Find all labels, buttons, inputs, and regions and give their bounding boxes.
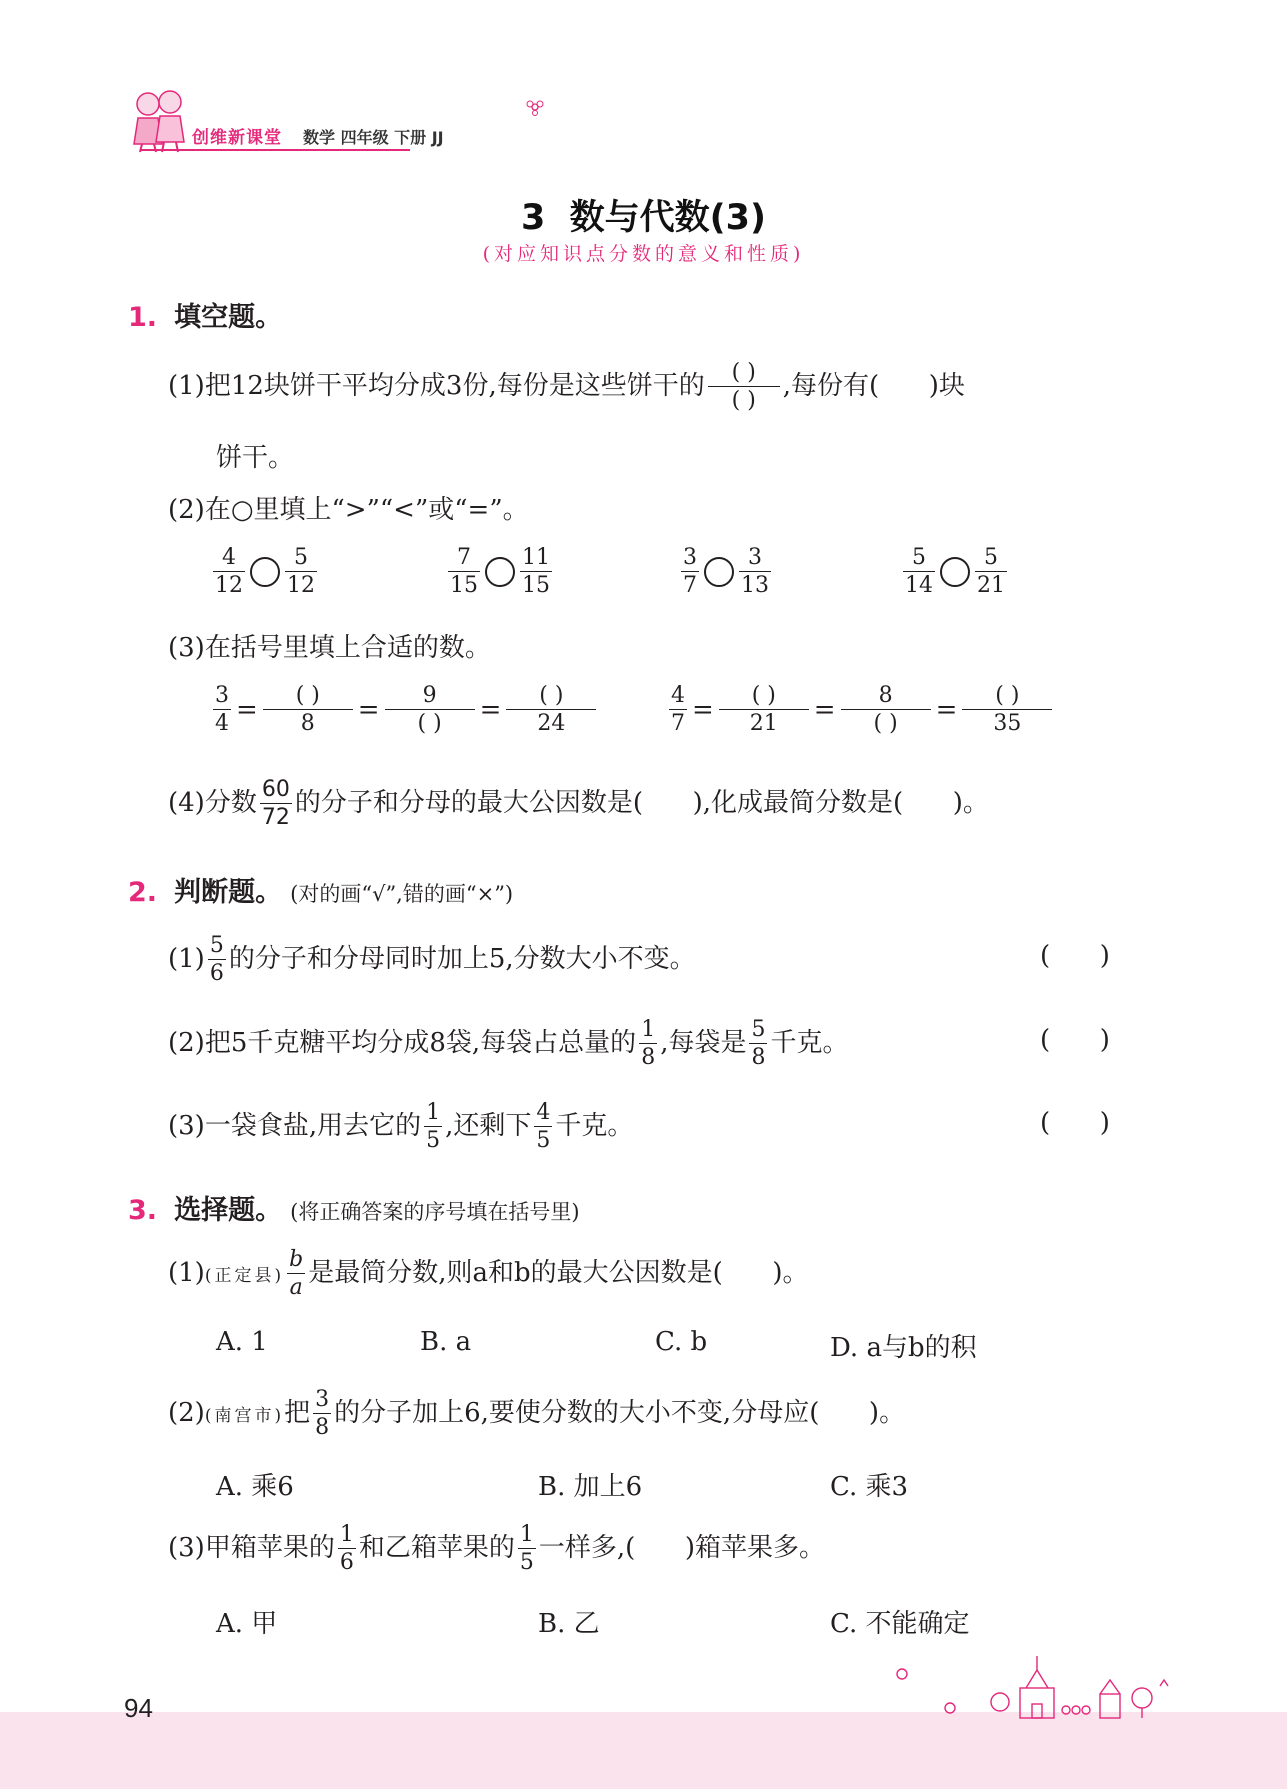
fraction: $\frac{5}{21}$ (977, 545, 1005, 599)
equation-1: $\frac{3}{4}$ = $\frac{( )}{8}$ = $\frac{9}{( )}$ = $\frac{( )}{24}$ (210, 683, 599, 737)
section-title: 选择题。 (174, 1195, 283, 1226)
fraction: $\frac{1}{8}$ (641, 1017, 656, 1071)
page-number: 94 (124, 1693, 153, 1723)
answer-fraction-blank[interactable]: $\frac{( )}{35}$ (962, 683, 1052, 737)
option-c[interactable]: C. 不能确定 (830, 1609, 970, 1639)
fraction: $\frac{60}{72}$ (261, 777, 290, 831)
answer-fraction-blank[interactable]: $\frac{( )}{8}$ (263, 683, 353, 737)
judge-item-2: (2)把5千克糖平均分成8袋,每袋占总量的 $\frac{1}{8}$ ,每袋是 $\frac{5}{8}$ 千克。 (168, 1017, 849, 1071)
fraction: $\frac{5}{6}$ (209, 933, 224, 987)
option-a[interactable]: A. 1 (216, 1327, 268, 1357)
question-1-2: (2)在○里填上“>”“<”或“=”。 (168, 495, 529, 525)
answer-fraction-blank[interactable]: $\frac{( )}{24}$ (506, 683, 596, 737)
question-1-4: (4)分数 $\frac{60}{72}$ 的分子和分母的最大公因数是( ),化成最简分数是( )。 (168, 777, 989, 831)
equation-2: $\frac{4}{7}$ = $\frac{( )}{21}$ = $\frac{8}{( )}$ = $\frac{( )}{35}$ (666, 683, 1055, 737)
compare-pair (210, 545, 320, 599)
section-title: 填空题。 (174, 302, 283, 333)
castle-decoration-icon (880, 1650, 1180, 1720)
question-text: ,每份有( )块 (782, 370, 965, 401)
option-b[interactable]: B. a (420, 1327, 472, 1357)
option-b[interactable]: B. 乙 (538, 1609, 600, 1639)
header-brand: 创维新课堂 (192, 128, 282, 148)
compare-pair (445, 545, 555, 599)
option-d[interactable]: D. a与b的积 (830, 1333, 977, 1363)
judge-item-1: (1) $\frac{5}{6}$ 的分子和分母同时加上5,分数大小不变。 (168, 933, 696, 987)
fraction: $\frac{3}{13}$ (741, 545, 769, 599)
section-3-heading (128, 1188, 580, 1227)
choice-question-2: (2)(南宫市)把 $\frac{3}{8}$ 的分子加上6,要使分数的大小不变,分母应( )。 (168, 1387, 906, 1441)
fraction: $\frac{4}{7}$ (671, 683, 685, 737)
flower-icon (525, 98, 545, 116)
fraction: $\frac{5}{12}$ (287, 545, 315, 599)
fraction: $\frac{5}{8}$ (751, 1017, 766, 1071)
fraction: $\frac{3}{8}$ (315, 1387, 330, 1441)
option-c[interactable]: C. b (655, 1327, 708, 1357)
answer-fraction-blank[interactable]: $\frac{( )}{( )}$ (708, 360, 780, 414)
compare-circle[interactable] (940, 557, 970, 587)
fraction: $\frac{7}{15}$ (450, 545, 478, 599)
compare-circle[interactable] (485, 557, 515, 587)
region-tag: (正定县) (204, 1265, 285, 1286)
section-2-heading (128, 870, 513, 909)
section-number: 2. (128, 877, 158, 908)
section-number: 1. (128, 302, 158, 333)
choice-question-1: (1)(正定县) $\frac{b}{a}$ 是最简分数,则a和b的最大公因数是( )。 (168, 1247, 809, 1301)
judge-answer-blank[interactable]: ( ) (1040, 1108, 1110, 1138)
cartoon-girls-illustration (128, 88, 190, 154)
option-a[interactable]: A. 甲 (216, 1609, 278, 1639)
judge-answer-blank[interactable]: ( ) (1040, 941, 1110, 971)
header-meta: 数学 四年级 下册 JJ (303, 128, 444, 147)
compare-circle[interactable] (250, 557, 280, 587)
region-tag: (南宫市) (204, 1405, 285, 1426)
option-a[interactable]: A. 乘6 (216, 1472, 294, 1502)
fraction: $\frac{11}{15}$ (522, 545, 550, 599)
header-divider (140, 149, 410, 151)
fraction: $\frac{3}{4}$ (215, 683, 229, 737)
section-title: 判断题。 (174, 877, 283, 908)
question-1-1-continued: 饼干。 (216, 443, 295, 473)
option-b[interactable]: B. 加上6 (538, 1472, 643, 1502)
judge-item-3: (3)一袋食盐,用去它的 $\frac{1}{5}$ ,还剩下 $\frac{4}{5}$ 千克。 (168, 1100, 634, 1154)
fraction: $\frac{4}{12}$ (215, 545, 243, 599)
fraction: $\frac{b}{a}$ (289, 1247, 304, 1301)
compare-pair (678, 545, 774, 599)
fraction: $\frac{3}{7}$ (683, 545, 697, 599)
answer-fraction-blank[interactable]: $\frac{9}{( )}$ (385, 683, 475, 737)
fraction: $\frac{5}{14}$ (905, 545, 933, 599)
answer-fraction-blank[interactable]: $\frac{( )}{21}$ (719, 683, 809, 737)
option-c[interactable]: C. 乘3 (830, 1472, 909, 1502)
question-text: (1)把12块饼干平均分成3份,每份是这些饼干的 (168, 370, 705, 401)
section-number: 3. (128, 1195, 158, 1226)
choice-question-3: (3)甲箱苹果的 $\frac{1}{6}$ 和乙箱苹果的 $\frac{1}{5}$ 一样多,( )箱苹果多。 (168, 1522, 825, 1576)
fraction: $\frac{1}{5}$ (426, 1100, 441, 1154)
question-1-3: (3)在括号里填上合适的数。 (168, 633, 491, 663)
compare-circle[interactable] (704, 557, 734, 587)
judge-answer-blank[interactable]: ( ) (1040, 1025, 1110, 1055)
fraction: $\frac{1}{5}$ (519, 1522, 534, 1576)
compare-pair (900, 545, 1010, 599)
page-subtitle: (对应知识点分数的意义和性质) (482, 243, 805, 265)
section-hint: (对的画“√”,错的画“×”) (290, 882, 514, 906)
page-title: 3 数与代数(3) (520, 198, 767, 238)
footer-band (0, 1712, 1287, 1789)
section-hint: (将正确答案的序号填在括号里) (290, 1200, 580, 1224)
fraction: $\frac{4}{5}$ (536, 1100, 551, 1154)
answer-fraction-blank[interactable]: $\frac{8}{( )}$ (841, 683, 931, 737)
section-1-heading (128, 295, 282, 334)
fraction: $\frac{1}{6}$ (339, 1522, 354, 1576)
question-1-1 (168, 360, 965, 414)
